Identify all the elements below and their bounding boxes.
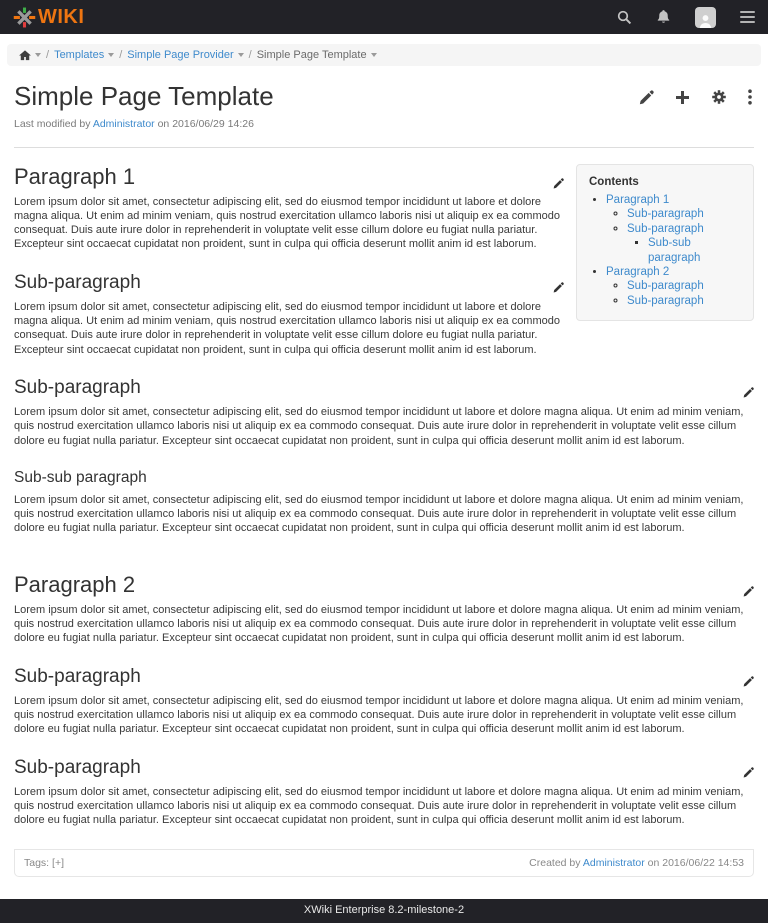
tags-label: Tags:: [24, 857, 50, 870]
toc-link-sub-paragraph[interactable]: Sub-paragraph: [627, 222, 704, 235]
toc-item: [606, 265, 743, 308]
section-paragraph: Lorem ipsum dolor sit amet, consectetur adipiscing elit, sed do eiusmod tempor incididunt ut labore et dolore magna aliqua. Ut enim ad minim veniam, quis nostrud exercitation ullamco laboris nisi ut aliquip ex ea commodo consequat. Duis aute irure dolor in reprehenderit in voluptate velit esse cillum dolore eu fugiat nulla pariatur. Excepteur sint occaecat cupidatat non proident, sunt in culpa qui officia deserunt mollit anim id est laborum.: [14, 405, 744, 447]
bell-icon[interactable]: [656, 9, 671, 25]
vertical-ellipsis-icon[interactable]: [748, 89, 752, 105]
section-paragraph: Lorem ipsum dolor sit amet, consectetur adipiscing elit, sed do eiusmod tempor incididunt ut labore et dolore magna aliqua. Ut enim ad minim veniam, quis nostrud exercitation ullamco laboris nisi ut aliquip ex ea commodo consequat. Duis aute irure dolor in reprehenderit in voluptate velit esse cillum dolore eu fugiat nulla pariatur. Excepteur sint occaecat cupidatat non proident, sunt in culpa qui officia deserunt mollit anim id est laborum.: [14, 195, 560, 251]
section-edit-pencil-icon[interactable]: [743, 577, 754, 603]
edit-pencil-icon[interactable]: [639, 89, 654, 105]
table-of-contents: [576, 164, 754, 322]
document-content: [14, 148, 754, 828]
home-icon[interactable]: [19, 50, 31, 61]
version-bar: [0, 899, 768, 923]
created-author-link[interactable]: Administrator: [582, 857, 645, 870]
section-heading: Paragraph 2: [14, 572, 754, 598]
section-paragraph: Lorem ipsum dolor sit amet, consectetur adipiscing elit, sed do eiusmod tempor incididunt ut labore et dolore magna aliqua. Ut enim ad minim veniam, quis nostrud exercitation ullamco laboris nisi ut aliquip ex ea commodo consequat. Duis aute irure dolor in reprehenderit in voluptate velit esse cillum dolore eu fugiat nulla pariatur. Excepteur sint occaecat cupidatat non proident, sunt in culpa qui officia deserunt mollit anim id est laborum.: [14, 300, 560, 356]
top-navbar: [0, 0, 768, 34]
avatar[interactable]: [695, 7, 716, 28]
breadcrumb-provider-caret-icon[interactable]: [238, 53, 244, 57]
section-heading: Sub-paragraph: [14, 665, 754, 689]
toc-link-sub-paragraph[interactable]: Sub-paragraph: [627, 294, 704, 307]
section-paragraph: Lorem ipsum dolor sit amet, consectetur adipiscing elit, sed do eiusmod tempor incididunt ut labore et dolore magna aliqua. Ut enim ad minim veniam, quis nostrud exercitation ullamco laboris nisi ut aliquip ex ea commodo consequat. Duis aute irure dolor in reprehenderit in voluptate velit esse cillum dolore eu fugiat nulla pariatur. Excepteur sint occaecat cupidatat non proident, sunt in culpa qui officia deserunt mollit anim id est laborum.: [14, 603, 744, 645]
toc-item: [606, 193, 743, 265]
toc-link-sub-sub-paragraph[interactable]: Sub-sub paragraph: [648, 237, 701, 264]
section-paragraph: Lorem ipsum dolor sit amet, consectetur adipiscing elit, sed do eiusmod tempor incididunt ut labore et dolore magna aliqua. Ut enim ad minim veniam, quis nostrud exercitation ullamco laboris nisi ut aliquip ex ea commodo consequat. Duis aute irure dolor in reprehenderit in voluptate velit esse cillum dolore eu fugiat nulla pariatur. Excepteur sint occaecat cupidatat non proident, sunt in culpa qui officia deserunt mollit anim id est laborum.: [14, 785, 744, 827]
created-meta: Created by Administrator on 2016/06/22 14:53: [529, 857, 744, 870]
section-heading: Sub-paragraph: [14, 271, 754, 295]
section-edit-pencil-icon[interactable]: [553, 276, 564, 300]
section-edit-pencil-icon[interactable]: [743, 381, 754, 405]
breadcrumb-link-templates[interactable]: Templates: [54, 49, 105, 61]
xwiki-logo[interactable]: [13, 6, 84, 29]
toc-item: [627, 207, 743, 221]
page-title: Simple Page Template: [14, 81, 274, 111]
create-plus-icon[interactable]: [675, 89, 690, 105]
breadcrumb-link-simple-page-provider[interactable]: Simple Page Provider: [127, 49, 234, 61]
version-text: XWiki Enterprise 8.2-milestone-2: [303, 904, 465, 917]
breadcrumb: / Templates / Simple Page Provider / Simple Page Template: [7, 44, 761, 66]
toc-link-sub-paragraph[interactable]: Sub-paragraph: [627, 280, 704, 293]
last-modified-meta: Last modified by Administrator on 2016/06/29 14:26: [14, 117, 254, 130]
main-content: [14, 82, 754, 877]
section-edit-pencil-icon[interactable]: [743, 670, 754, 694]
toc-item: [627, 222, 743, 265]
breadcrumb-home-caret-icon[interactable]: [35, 53, 41, 57]
toc-link-sub-paragraph[interactable]: Sub-paragraph: [627, 208, 704, 221]
gear-icon[interactable]: [711, 89, 727, 105]
xwiki-logo-text: WIKI: [38, 6, 85, 28]
section-edit-pencil-icon[interactable]: [743, 761, 754, 785]
section-heading: Sub-paragraph: [14, 376, 754, 400]
section-edit-pencil-icon[interactable]: [553, 169, 564, 195]
page-actions: [639, 89, 754, 105]
section-paragraph: Lorem ipsum dolor sit amet, consectetur adipiscing elit, sed do eiusmod tempor incididunt ut labore et dolore magna aliqua. Ut enim ad minim veniam, quis nostrud exercitation ullamco laboris nisi ut aliquip ex ea commodo consequat. Duis aute irure dolor in reprehenderit in voluptate velit esse cillum dolore eu fugiat nulla pariatur. Excepteur sint occaecat cupidatat non proident, sunt in culpa qui officia deserunt mollit anim id est laborum.: [14, 493, 744, 535]
toc-item: [627, 279, 743, 293]
breadcrumb-current-caret-icon[interactable]: [371, 53, 377, 57]
xwiki-asterisk-icon: [13, 6, 36, 29]
search-icon[interactable]: [617, 10, 632, 25]
section-heading: Sub-paragraph: [14, 756, 754, 780]
breadcrumb-templates-caret-icon[interactable]: [108, 53, 114, 57]
modified-author-link[interactable]: Administrator: [92, 117, 155, 130]
toc-title: Contents: [589, 175, 639, 188]
tags-area: [24, 857, 64, 869]
hamburger-icon[interactable]: [740, 11, 755, 23]
toc-link-paragraph-2[interactable]: Paragraph 2: [606, 265, 670, 278]
section-paragraph: Lorem ipsum dolor sit amet, consectetur adipiscing elit, sed do eiusmod tempor incididunt ut labore et dolore magna aliqua. Ut enim ad minim veniam, quis nostrud exercitation ullamco laboris nisi ut aliquip ex ea commodo consequat. Duis aute irure dolor in reprehenderit in voluptate velit esse cillum dolore eu fugiat nulla pariatur. Excepteur sint occaecat cupidatat non proident, sunt in culpa qui officia deserunt mollit anim id est laborum.: [14, 694, 744, 736]
section-heading: Sub-sub paragraph: [14, 468, 147, 486]
document-footer: [14, 849, 754, 877]
section-heading: Paragraph 1: [14, 164, 754, 190]
toc-item: [648, 236, 743, 265]
add-tag-button[interactable]: [+]: [52, 857, 64, 870]
breadcrumb-current-page: Simple Page Template: [256, 49, 367, 61]
toc-item: [627, 294, 743, 308]
toc-link-paragraph-1[interactable]: Paragraph 1: [606, 193, 670, 206]
